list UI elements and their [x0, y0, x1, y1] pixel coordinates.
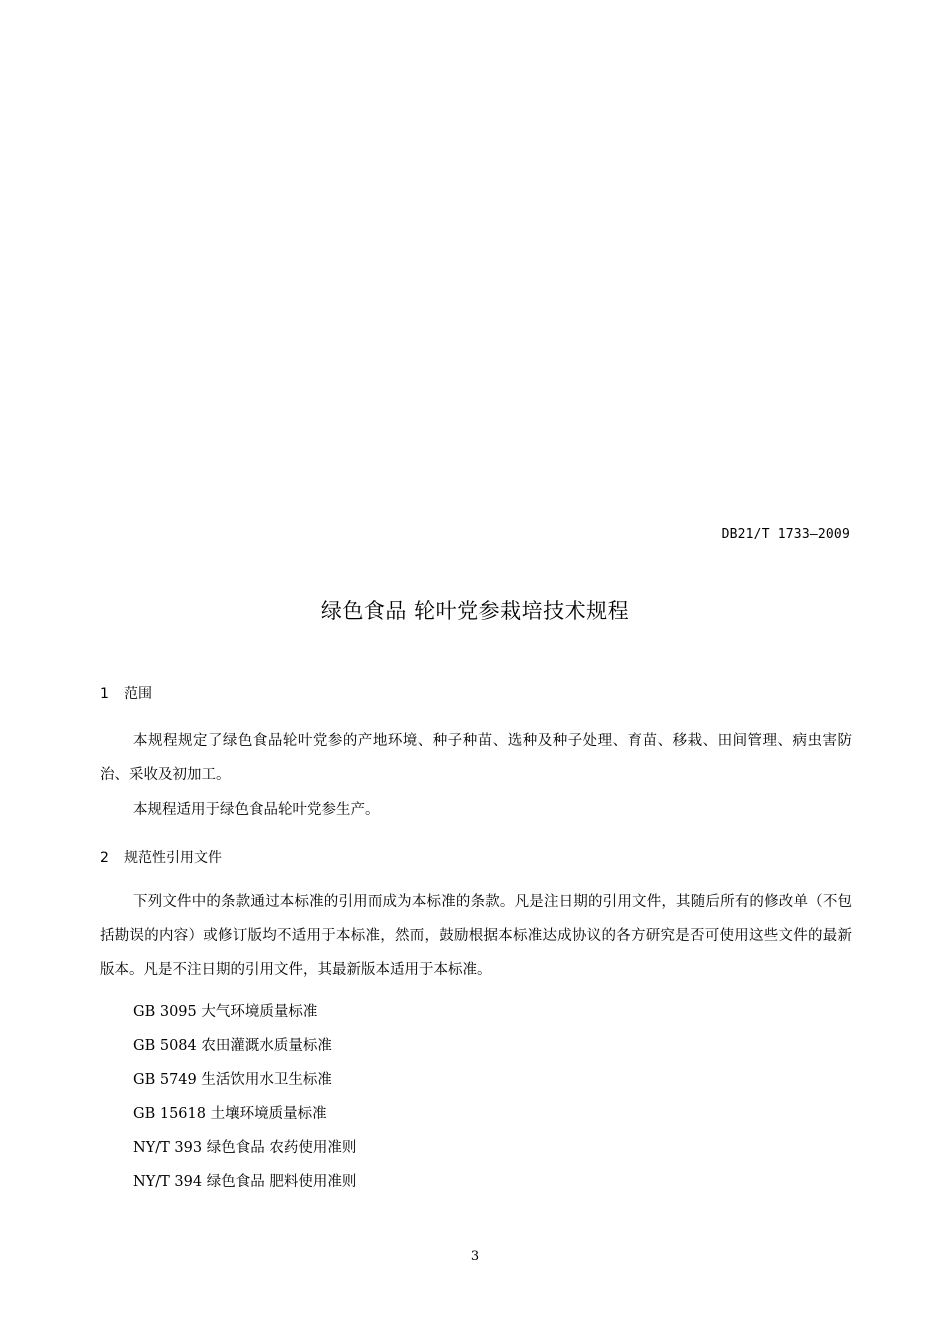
- reference-item: GB 3095 大气环境质量标准: [133, 1004, 318, 1020]
- section-title: 规范性引用文件: [124, 850, 222, 866]
- reference-item: GB 5749 生活饮用水卫生标准: [133, 1072, 332, 1088]
- reference-list: [133, 995, 356, 1199]
- reference-item: NY/T 394 绿色食品 肥料使用准则: [133, 1174, 357, 1190]
- scope-applicability-paragraph: 本规程适用于绿色食品轮叶党参生产。: [133, 802, 380, 818]
- scope-paragraph: 本规程规定了绿色食品轮叶党参的产地环境、种子种苗、选种及种子处理、育苗、移栽、田间管理、病虫害防治、采收及初加工。: [100, 733, 852, 783]
- page-number: 3: [470, 1249, 480, 1264]
- section-heading-normative-references: [100, 848, 222, 868]
- reference-item: GB 5084 农田灌溉水质量标准: [133, 1038, 332, 1054]
- section-number: 2: [100, 850, 109, 866]
- section-number: 1: [100, 686, 109, 702]
- section-heading-scope: [100, 684, 152, 704]
- reference-item: GB 15618 土壤环境质量标准: [133, 1106, 327, 1122]
- document-code: DB21/T 1733—2009: [721, 527, 850, 542]
- references-intro-paragraph: 下列文件中的条款通过本标准的引用而成为本标准的条款。凡是注日期的引用文件，其随后所有的修改单（不包括勘误的内容）或修订版均不适用于本标准，然而，鼓励根据本标准达成协议的各方研究是否可使用这些文件的最新版本。凡是不注日期的引用文件，其最新版本适用于本标准。: [100, 894, 852, 978]
- document-title: 绿色食品 轮叶党参栽培技术规程: [320, 599, 630, 623]
- reference-item: NY/T 393 绿色食品 农药使用准则: [133, 1140, 357, 1156]
- section-title: 范围: [124, 686, 152, 702]
